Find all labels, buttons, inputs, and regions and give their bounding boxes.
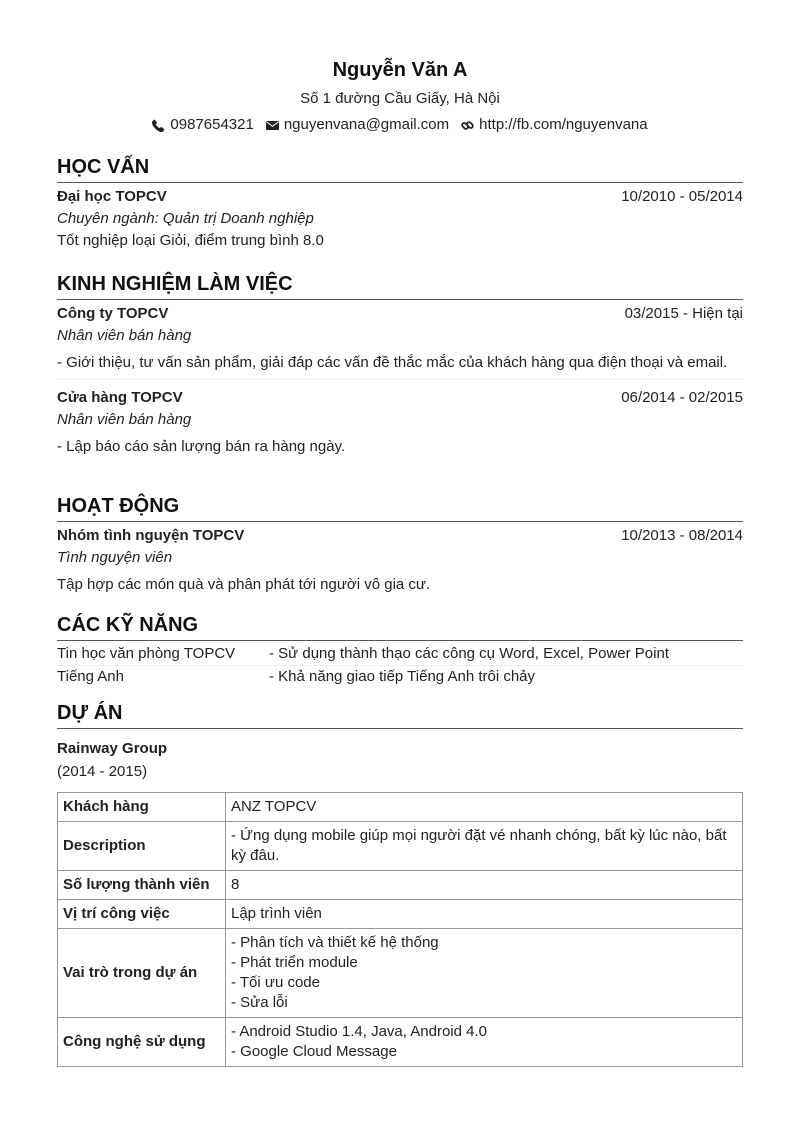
roles-label: Vai trò trong dự án [58, 929, 226, 1018]
skills-section [57, 612, 743, 688]
roles-value [226, 929, 743, 1018]
table-row [58, 929, 743, 1018]
project-table [57, 792, 743, 1067]
client-label: Khách hàng [58, 793, 226, 822]
projects-section [57, 700, 743, 1067]
experience-item [57, 387, 743, 457]
skill-description: - Sử dụng thành thạo các công cụ Word, Excel, Power Point [269, 645, 669, 662]
role-item: - Tối ưu code [231, 974, 320, 991]
tech-item: - Google Cloud Message [231, 1043, 397, 1060]
experience-row [57, 303, 743, 325]
role-item: - Sửa lỗi [231, 994, 288, 1011]
role-item: - Phát triển module [231, 954, 358, 971]
table-row [58, 793, 743, 822]
job-role: Nhân viên bán hàng [57, 411, 192, 428]
members-value: 8 [226, 871, 743, 900]
company-name: Cửa hàng TOPCV [57, 389, 183, 406]
candidate-name: Nguyễn Văn A [332, 59, 468, 81]
cv-page [57, 0, 743, 1060]
envelope-icon [266, 119, 279, 132]
cv-header [57, 56, 743, 136]
link-contact [461, 114, 647, 136]
email-address: nguyenvana@gmail.com [283, 116, 450, 133]
projects-title: DỰ ÁN [57, 700, 743, 729]
activity-role: Tình nguyện viên [57, 549, 173, 566]
table-row [58, 1018, 743, 1067]
project-name: Rainway Group [57, 740, 168, 757]
job-role: Nhân viên bán hàng [57, 327, 192, 344]
client-value: ANZ TOPCV [226, 793, 743, 822]
job-description: - Giới thiệu, tư vấn sản phẩm, giải đáp các vấn đề thắc mắc của khách hàng qua điện thoại và email. [57, 354, 728, 371]
experience-period: 06/2014 - 02/2015 [621, 389, 743, 406]
phone-icon [152, 119, 165, 132]
skill-description: - Khả năng giao tiếp Tiếng Anh trôi chảy [269, 668, 536, 685]
skill-name: Tin học văn phòng TOPCV [57, 645, 236, 662]
tech-value [226, 1018, 743, 1067]
skill-row [57, 643, 743, 665]
item-divider [57, 379, 743, 380]
skill-row [57, 666, 743, 688]
activities-title: HOẠT ĐỘNG [57, 493, 743, 522]
education-major: Chuyên ngành: Quản trị Doanh nghiệp [57, 210, 314, 227]
position-value: Lập trình viên [226, 900, 743, 929]
project-period: (2014 - 2015) [57, 763, 148, 780]
tech-item: - Android Studio 1.4, Java, Android 4.0 [231, 1023, 488, 1040]
phone-contact [152, 114, 253, 136]
education-row [57, 186, 743, 208]
table-row [58, 900, 743, 929]
activity-period: 10/2013 - 08/2014 [621, 527, 743, 544]
description-label: Description [58, 822, 226, 871]
organization-name: Nhóm tình nguyện TOPCV [57, 527, 245, 544]
email-contact [266, 114, 449, 136]
education-period: 10/2010 - 05/2014 [621, 188, 743, 205]
experience-period: 03/2015 - Hiện tại [624, 305, 743, 322]
skill-name: Tiếng Anh [57, 668, 124, 685]
activities-section [57, 493, 743, 596]
description-value: - Ứng dụng mobile giúp mọi người đặt vé nhanh chóng, bất kỳ lúc nào, bất kỳ đâu. [226, 822, 743, 871]
skills-title: CÁC KỸ NĂNG [57, 612, 743, 641]
members-label: Số lượng thành viên [58, 871, 226, 900]
activity-row [57, 525, 743, 547]
profile-link[interactable]: http://fb.com/nguyenvana [479, 116, 648, 133]
experience-title: KINH NGHIỆM LÀM VIỆC [57, 271, 743, 300]
contact-row [57, 114, 743, 136]
experience-item [57, 303, 743, 373]
company-name: Công ty TOPCV [57, 305, 169, 322]
role-item: - Phân tích và thiết kế hệ thống [231, 934, 439, 951]
table-row [58, 871, 743, 900]
table-row [58, 822, 743, 871]
education-section [57, 154, 743, 252]
education-detail: Tốt nghiệp loại Giỏi, điểm trung bình 8.0 [57, 232, 324, 249]
link-icon [461, 119, 474, 132]
address: Số 1 đường Cầu Giấy, Hà Nội [300, 90, 500, 107]
activity-description: Tập hợp các món quà và phân phát tới người vô gia cư. [57, 576, 431, 593]
school-name: Đại học TOPCV [57, 188, 167, 205]
experience-section [57, 271, 743, 457]
phone-number: 0987654321 [170, 116, 254, 133]
education-title: HỌC VẤN [57, 154, 743, 183]
experience-row [57, 387, 743, 409]
job-description: - Lập báo cáo sản lượng bán ra hàng ngày. [57, 438, 346, 455]
tech-label: Công nghệ sử dụng [58, 1018, 226, 1067]
position-label: Vị trí công việc [58, 900, 226, 929]
